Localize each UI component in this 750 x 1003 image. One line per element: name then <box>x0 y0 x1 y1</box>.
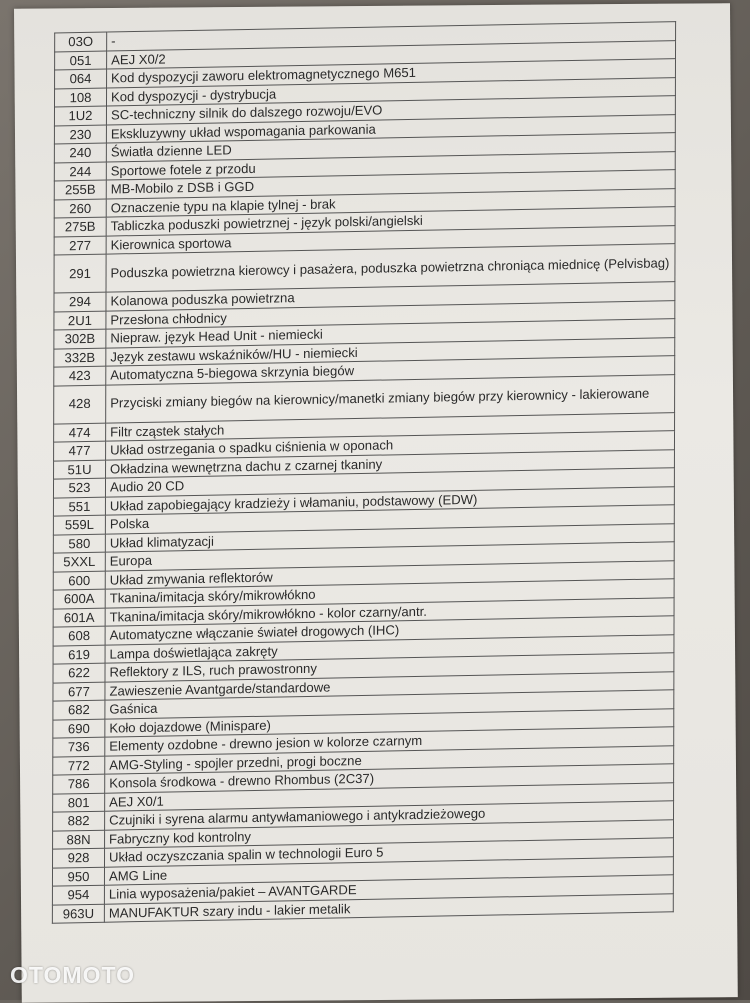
option-description: Układ oczyszczania spalin w technologii Euro 5 <box>105 838 674 867</box>
option-description: Polska <box>105 505 674 534</box>
option-code: 682 <box>53 700 105 719</box>
option-code: 240 <box>54 143 106 162</box>
option-description: Lampa doświetlająca zakręty <box>105 634 674 663</box>
option-code: 622 <box>53 663 105 682</box>
option-code: 523 <box>53 478 105 497</box>
option-code: 2U1 <box>54 311 106 330</box>
option-description: Język zestawu wskaźników/HU - niemiecki <box>106 337 675 366</box>
option-code: 474 <box>54 423 106 442</box>
option-description: SC-techniczny silnik do dalszego rozwoju/EVO <box>106 96 675 125</box>
option-code: 294 <box>54 292 106 311</box>
option-description: Gaśnica <box>105 690 674 719</box>
option-code: 928 <box>53 848 105 867</box>
option-description: Przesłona chłodnicy <box>106 300 675 329</box>
option-code: 677 <box>53 682 105 701</box>
option-description: Linia wyposażenia/pakiet – AVANTGARDE <box>104 875 673 904</box>
option-description: MB-Mobilo z DSB i GGD <box>106 170 675 199</box>
option-description: Kod dyspozycji zaworu elektromagnetycznego M651 <box>107 59 676 88</box>
option-description: Przyciski zmiany biegów na kierownicy/manetki zmiany biegów przy kierownicy - lakierowane <box>106 374 675 422</box>
option-description: Fabryczny kod kontrolny <box>105 819 674 848</box>
option-code: 255B <box>54 180 106 199</box>
option-description: AEJ X0/2 <box>107 40 676 69</box>
option-description: Kod dyspozycji - dystrybucja <box>106 77 675 106</box>
option-description: Okładzina wewnętrzna dachu z czarnej tkaniny <box>106 449 675 478</box>
option-description: Układ klimatyzacji <box>105 523 674 552</box>
option-description: Koło dojazdowe (Minispare) <box>105 708 674 737</box>
option-code: 230 <box>54 125 106 144</box>
option-code: 277 <box>54 236 106 255</box>
option-description: Reflektory z ILS, ruch prawostronny <box>105 653 674 682</box>
option-code: 477 <box>54 441 106 460</box>
option-description: Tkanina/imitacja skóry/mikrowłókno <box>105 579 674 608</box>
option-code: 03O <box>55 32 107 51</box>
option-code: 1U2 <box>54 106 106 125</box>
option-description: Elementy ozdobne - drewno jesion w kolorze czarnym <box>105 727 674 756</box>
option-description: Europa <box>105 542 674 571</box>
option-description: Kolanowa poduszka powietrzna <box>106 282 675 311</box>
option-description: AEJ X0/1 <box>105 782 674 811</box>
option-code: 690 <box>53 719 105 738</box>
option-code: 423 <box>54 366 106 385</box>
option-description: AMG-Styling - spojler przedni, progi boczne <box>105 745 674 774</box>
option-code: 244 <box>54 162 106 181</box>
option-code: 786 <box>53 774 105 793</box>
option-code: 428 <box>54 385 106 424</box>
option-description: Tabliczka poduszki powietrznej - język polski/angielski <box>106 207 675 236</box>
option-code: 5XXL <box>53 552 105 571</box>
option-code: 580 <box>53 534 105 553</box>
option-description: Tkanina/imitacja skóry/mikrowłókno - kolor czarny/antr. <box>105 597 674 626</box>
option-code: 88N <box>53 830 105 849</box>
option-description: Układ zmywania reflektorów <box>105 560 674 589</box>
equipment-codes-table <box>52 21 676 924</box>
option-code: 882 <box>53 811 105 830</box>
option-code: 619 <box>53 645 105 664</box>
option-code: 332B <box>54 348 106 367</box>
option-code: 260 <box>54 199 106 218</box>
option-description: Ekskluzywny układ wspomagania parkowania <box>106 114 675 143</box>
option-description: AMG Line <box>104 856 673 885</box>
option-code: 559L <box>53 515 105 534</box>
option-description: Zawieszenie Avantgarde/standardowe <box>105 671 674 700</box>
option-code: 275B <box>54 217 106 236</box>
option-description: Konsola środkowa - drewno Rhombus (2C37) <box>105 764 674 793</box>
option-code: 064 <box>55 69 107 88</box>
option-description: - <box>107 22 676 51</box>
option-code: 302B <box>54 329 106 348</box>
option-code: 954 <box>52 885 104 904</box>
option-description: Automatyczna 5-biegowa skrzynia biegów <box>106 356 675 385</box>
option-code: 736 <box>53 737 105 756</box>
option-description: MANUFAKTUR szary indu - lakier metalik <box>104 893 673 922</box>
option-description: Poduszka powietrzna kierowcy i pasażera, poduszka powietrzna chroniąca miednicę (Pelvisbag) <box>106 244 675 292</box>
equipment-codes-body <box>52 22 675 924</box>
option-description: Oznaczenie typu na klapie tylnej - brak <box>106 188 675 217</box>
option-description: Niepraw. język Head Unit - niemiecki <box>106 319 675 348</box>
option-code: 772 <box>53 756 105 775</box>
option-description: Układ ostrzegania o spadku ciśnienia w oponach <box>106 431 675 460</box>
option-code: 051 <box>55 51 107 70</box>
otomoto-watermark <box>10 962 135 989</box>
option-description: Sportowe fotele z przodu <box>106 151 675 180</box>
option-description: Czujniki i syrena alarmu antywłamaniowego i antykradzieżowego <box>105 801 674 830</box>
option-description: Układ zapobiegający kradzieży i włamaniu, podstawowy (EDW) <box>105 486 674 515</box>
option-code: 291 <box>54 254 106 293</box>
option-code: 551 <box>53 497 105 516</box>
option-code: 51U <box>54 460 106 479</box>
option-code: 601A <box>53 608 105 627</box>
option-description: Automatyczne włączanie świateł drogowych (IHC) <box>105 616 674 645</box>
watermark-text: OTOMOTO <box>10 962 135 988</box>
option-code: 801 <box>53 793 105 812</box>
option-description: Kierownica sportowa <box>106 225 675 254</box>
option-code: 600A <box>53 589 105 608</box>
option-description: Światła dzienne LED <box>106 133 675 162</box>
option-code: 108 <box>55 88 107 107</box>
paper-sheet <box>14 3 738 1003</box>
option-code: 608 <box>53 626 105 645</box>
option-code: 600 <box>53 571 105 590</box>
option-description: Audio 20 CD <box>105 468 674 497</box>
option-description: Filtr cząstek stałych <box>106 412 675 441</box>
option-code: 950 <box>52 867 104 886</box>
option-code: 963U <box>52 904 104 923</box>
